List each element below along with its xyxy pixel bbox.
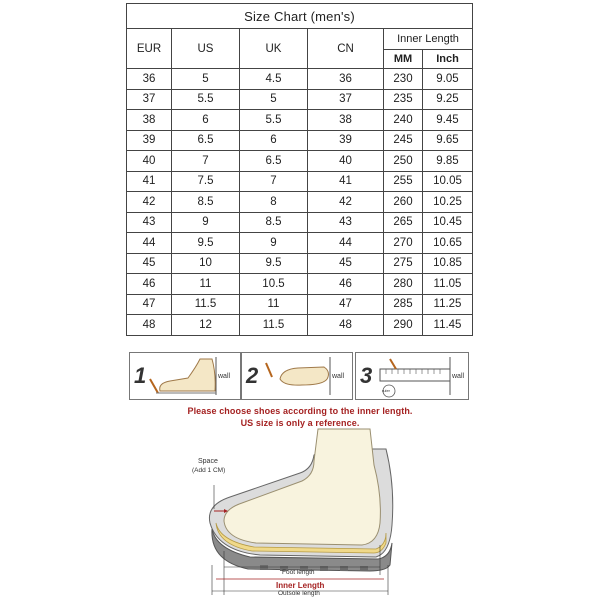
cell-uk: 8	[240, 192, 308, 213]
cell-eur: 44	[127, 233, 172, 254]
cell-eur: 42	[127, 192, 172, 213]
cell-inch: 9.45	[423, 110, 473, 131]
cell-uk: 7	[240, 171, 308, 192]
cell-us: 11	[172, 274, 240, 295]
cell-mm: 270	[384, 233, 423, 254]
cell-mm: 245	[384, 130, 423, 151]
cell-mm: 240	[384, 110, 423, 131]
cell-eur: 43	[127, 212, 172, 233]
cell-us: 6.5	[172, 130, 240, 151]
cell-inch: 10.25	[423, 192, 473, 213]
cell-uk: 4.5	[240, 69, 308, 90]
header-inner-length: Inner Length	[384, 29, 473, 50]
space-label: Space	[198, 458, 218, 465]
cell-uk: 10.5	[240, 274, 308, 295]
cell-inch: 10.05	[423, 171, 473, 192]
cell-us: 5	[172, 69, 240, 90]
notice-line-2: US size is only a reference.	[240, 418, 360, 428]
cell-mm: 235	[384, 89, 423, 110]
cell-us: 5.5	[172, 89, 240, 110]
cell-inch: 9.85	[423, 151, 473, 172]
table-row	[127, 130, 473, 151]
cell-mm: 290	[384, 315, 423, 336]
cell-inch: 11.45	[423, 315, 473, 336]
size-chart-table	[126, 3, 473, 336]
foot-length-label: Foot length	[282, 569, 315, 576]
step-3-number: 3	[360, 363, 373, 388]
table-row	[127, 294, 473, 315]
cell-mm: 250	[384, 151, 423, 172]
cell-cn: 45	[308, 253, 384, 274]
inner-length-label: Inner Length	[276, 581, 325, 590]
header-inch: Inch	[423, 50, 473, 69]
table-row	[127, 89, 473, 110]
cell-eur: 41	[127, 171, 172, 192]
cell-inch: 9.25	[423, 89, 473, 110]
cell-cn: 36	[308, 69, 384, 90]
cell-mm: 230	[384, 69, 423, 90]
cell-us: 6	[172, 110, 240, 131]
cell-cn: 42	[308, 192, 384, 213]
cell-cn: 48	[308, 315, 384, 336]
cell-cn: 38	[308, 110, 384, 131]
cell-inch: 10.85	[423, 253, 473, 274]
ruler-badge-label: ruler	[382, 388, 391, 393]
outsole-length-label: Outsole length	[278, 590, 320, 597]
cell-cn: 43	[308, 212, 384, 233]
cell-inch: 9.05	[423, 69, 473, 90]
cell-us: 7	[172, 151, 240, 172]
cell-cn: 39	[308, 130, 384, 151]
table-row	[127, 110, 473, 131]
cell-us: 7.5	[172, 171, 240, 192]
table-row	[127, 233, 473, 254]
cell-mm: 280	[384, 274, 423, 295]
cell-uk: 9.5	[240, 253, 308, 274]
cell-uk: 11.5	[240, 315, 308, 336]
cell-cn: 47	[308, 294, 384, 315]
cell-cn: 37	[308, 89, 384, 110]
step-3-panel	[355, 352, 469, 400]
cell-cn: 44	[308, 233, 384, 254]
table-row	[127, 192, 473, 213]
cell-uk: 5	[240, 89, 308, 110]
table-body	[127, 69, 473, 336]
cell-us: 11.5	[172, 294, 240, 315]
table-row	[127, 151, 473, 172]
table-row	[127, 171, 473, 192]
cell-eur: 48	[127, 315, 172, 336]
cell-mm: 255	[384, 171, 423, 192]
cell-cn: 40	[308, 151, 384, 172]
step-2-wall-label: wall	[332, 373, 345, 380]
cell-uk: 11	[240, 294, 308, 315]
cell-eur: 47	[127, 294, 172, 315]
cell-inch: 11.25	[423, 294, 473, 315]
cell-uk: 5.5	[240, 110, 308, 131]
header-uk: UK	[240, 29, 308, 69]
table-row	[127, 253, 473, 274]
header-eur: EUR	[127, 29, 172, 69]
foot-diagram	[190, 425, 420, 597]
cell-mm: 285	[384, 294, 423, 315]
cell-inch: 11.05	[423, 274, 473, 295]
cell-us: 9.5	[172, 233, 240, 254]
cell-cn: 46	[308, 274, 384, 295]
cell-cn: 41	[308, 171, 384, 192]
table-row	[127, 212, 473, 233]
cell-uk: 9	[240, 233, 308, 254]
step-3-wall-label: wall	[452, 373, 465, 380]
cell-eur: 39	[127, 130, 172, 151]
step-2-panel	[241, 352, 353, 400]
header-cn: CN	[308, 29, 384, 69]
cell-inch: 10.45	[423, 212, 473, 233]
step-2-number: 2	[246, 363, 259, 388]
table-title: Size Chart (men's)	[127, 4, 473, 29]
cell-us: 10	[172, 253, 240, 274]
cell-eur: 37	[127, 89, 172, 110]
cell-eur: 40	[127, 151, 172, 172]
cell-us: 8.5	[172, 192, 240, 213]
cell-uk: 6.5	[240, 151, 308, 172]
table-row	[127, 274, 473, 295]
step-1-wall-label: wall	[218, 373, 231, 380]
notice-line-1: Please choose shoes according to the inner length.	[187, 406, 413, 416]
header-us: US	[172, 29, 240, 69]
step-1-number: 1	[134, 363, 147, 388]
table-row	[127, 315, 473, 336]
table-row	[127, 69, 473, 90]
cell-us: 9	[172, 212, 240, 233]
cell-eur: 38	[127, 110, 172, 131]
cell-eur: 36	[127, 69, 172, 90]
cell-uk: 6	[240, 130, 308, 151]
cell-mm: 265	[384, 212, 423, 233]
cell-uk: 8.5	[240, 212, 308, 233]
space-sub-label: (Add 1 CM)	[192, 467, 226, 474]
header-mm: MM	[384, 50, 423, 69]
cell-mm: 260	[384, 192, 423, 213]
step-1-panel	[129, 352, 241, 400]
cell-us: 12	[172, 315, 240, 336]
cell-eur: 46	[127, 274, 172, 295]
cell-inch: 9.65	[423, 130, 473, 151]
cell-inch: 10.65	[423, 233, 473, 254]
cell-mm: 275	[384, 253, 423, 274]
cell-eur: 45	[127, 253, 172, 274]
